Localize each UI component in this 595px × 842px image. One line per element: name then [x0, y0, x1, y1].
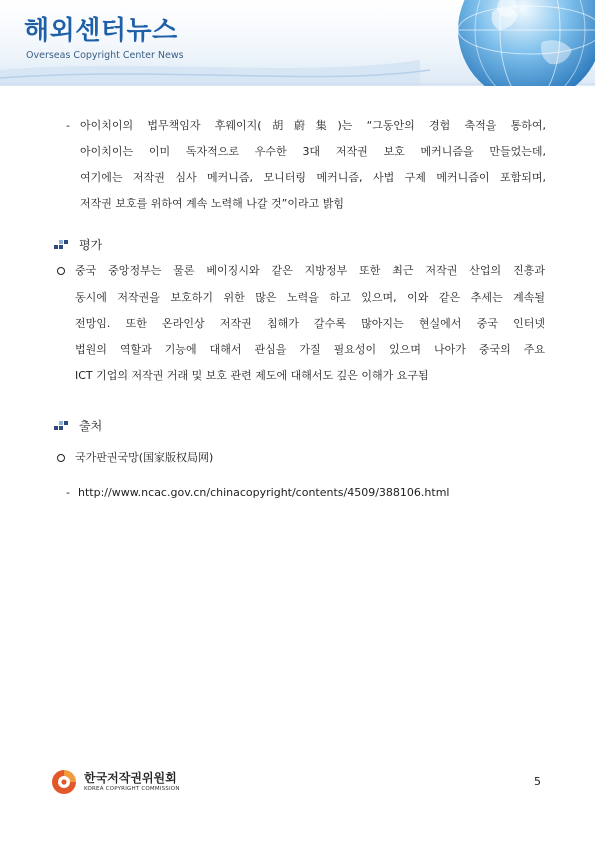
evaluation-line: 법원의 역할과 기능에 대해서 관심을 가질 필요성이 있으며 나아가 중국의 주요: [75, 343, 545, 356]
section-heading-text: 출처: [79, 419, 103, 433]
section-heading-source: [54, 417, 102, 434]
intro-line: 저작권 보호를 위하여 계속 노력해 나갈 것”이라고 밝힘: [80, 197, 344, 210]
square-bullet-icon: [54, 421, 70, 431]
header-title: 해외센터뉴스: [24, 16, 178, 46]
section-heading-evaluation: [54, 236, 102, 253]
intro-line: 아이치이는 이미 독자적으로 우수한 3대 저작권 보호 메커니즘을 만들었는데,: [80, 145, 546, 158]
evaluation-paragraph: [57, 258, 545, 389]
evaluation-line: 전망임. 또한 온라인상 저작권 침해가 갈수록 많아지는 현실에서 중국 인터넷: [75, 317, 545, 330]
source-url-row: [66, 480, 449, 506]
footer-logo: [50, 768, 180, 796]
commission-logo-icon: [50, 768, 78, 796]
intro-paragraph: [66, 113, 546, 217]
evaluation-line: 동시에 저작권을 보호하기 위한 많은 노력을 하고 있으며, 이와 같은 추세는 계속될: [75, 291, 545, 304]
page-number: 5: [534, 775, 541, 788]
footer-org-english: KOREA COPYRIGHT COMMISSION: [84, 786, 180, 792]
source-name: 국가판권국망(国家版权局网): [75, 451, 214, 464]
source-url-link[interactable]: http://www.ncac.gov.cn/chinacopyright/contents/4509/388106.html: [78, 486, 450, 499]
intro-dash: -: [66, 119, 70, 132]
header-subtitle: Overseas Copyright Center News: [26, 50, 184, 61]
square-bullet-icon: [54, 240, 70, 250]
circle-bullet-icon: [57, 267, 65, 275]
section-heading-text: 평가: [79, 238, 103, 252]
intro-line: 여기에는 저작권 심사 메커니즘, 모니터링 메커니즘, 사법 구제 메커니즘이 포함되며,: [80, 171, 546, 184]
evaluation-line: ICT 기업의 저작권 거래 및 보호 관련 제도에 대해서도 깊은 이해가 요구됨: [75, 369, 429, 382]
source-item: [57, 445, 545, 472]
source-url-dash: -: [66, 486, 70, 499]
globe-icon: [412, 0, 595, 86]
intro-line: 아이치이의 법무책임자 후웨이지(胡蔚集)는 “그동안의 경험 축적을 통하여,: [80, 119, 546, 132]
evaluation-line: 중국 중앙정부는 물론 베이징시와 같은 지방정부 또한 최근 저작권 산업의 진흥과: [75, 264, 545, 277]
page-header: [0, 0, 595, 86]
footer-org-name: 한국저작권위원회: [84, 771, 177, 785]
circle-bullet-icon: [57, 454, 65, 462]
